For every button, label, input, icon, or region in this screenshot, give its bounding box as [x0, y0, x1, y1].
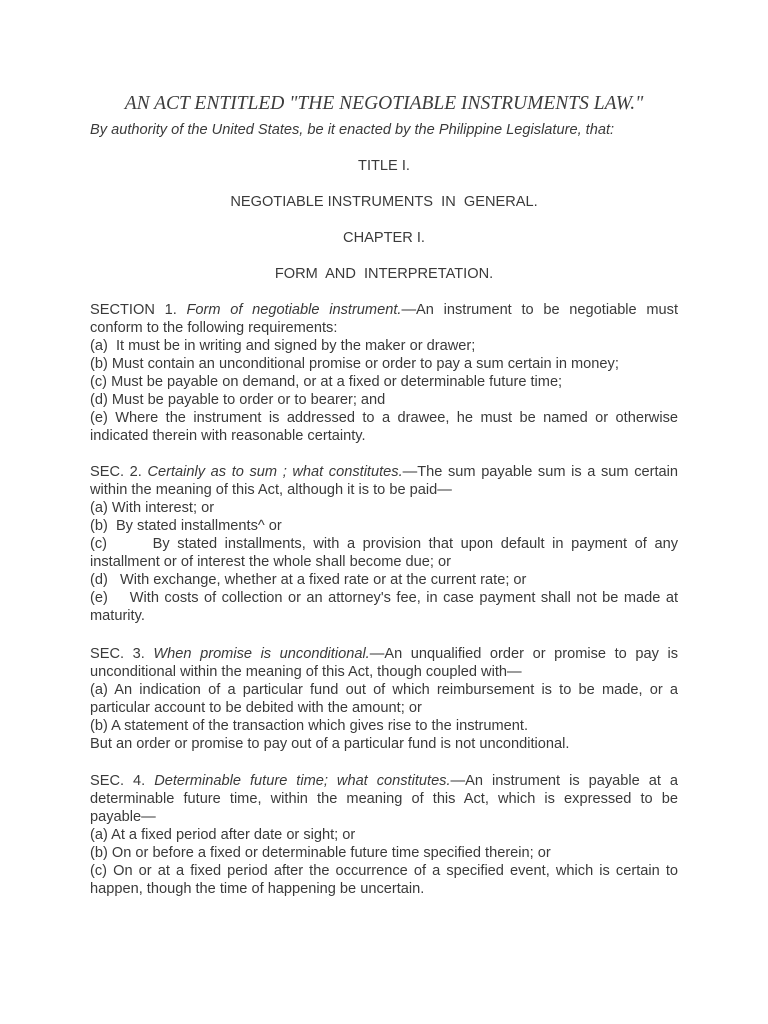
section-1-heading: Form of negotiable instrument.: [186, 302, 402, 318]
enacting-clause: By authority of the United States, be it enacted by the Philippine Legislature, that:: [90, 122, 615, 138]
section-1-item-b: (b) Must contain an unconditional promise or order to pay a sum certain in money;: [90, 356, 619, 372]
section-2-label: SEC. 2.: [90, 464, 142, 480]
section-2-item-e-line2: maturity.: [90, 608, 145, 624]
section-3-closing: But an order or promise to pay out of a particular fund is not unconditional.: [90, 736, 570, 752]
section-4-label: SEC. 4.: [90, 773, 146, 789]
section-2-item-c-line2: installment or of interest the whole shall become due; or: [90, 554, 451, 570]
section-2-lead-rest: within the meaning of this Act, although it is to be paid—: [90, 482, 452, 498]
section-1-lead-rest: conform to the following requirements:: [90, 320, 338, 336]
title-name: NEGOTIABLE INSTRUMENTS IN GENERAL.: [230, 194, 538, 210]
section-4-heading: Determinable future time; what constitutes.: [154, 773, 451, 789]
section-2-heading: Certainly as to sum ; what constitutes.: [147, 464, 403, 480]
section-3-first-line: [90, 645, 678, 663]
section-3-lead-rest: unconditional within the meaning of this Act, though coupled with—: [90, 664, 522, 680]
section-4-lead-line2: determinable future time, within the meaning of this Act, which is expressed to be: [90, 791, 678, 807]
section-4-lead-line3: payable—: [90, 809, 156, 825]
chapter-number: CHAPTER I.: [343, 230, 425, 246]
section-4-first-line: [90, 772, 678, 790]
section-1-item-d: (d) Must be payable to order or to bearer; and: [90, 392, 386, 408]
section-4-item-c-line1: (c) On or at a fixed period after the occurrence of a specified event, which is certain to: [90, 863, 678, 879]
section-1-item-c: (c) Must be payable on demand, or at a fixed or determinable future time;: [90, 374, 563, 390]
section-1-first-line: [90, 301, 678, 319]
section-4-item-b: (b) On or before a fixed or determinable future time specified therein; or: [90, 845, 551, 861]
section-3-heading: When promise is unconditional.: [153, 646, 370, 662]
section-1-item-e-line1: (e) Where the instrument is addressed to a drawee, he must be named or otherwise: [90, 410, 678, 426]
section-3: [90, 645, 678, 753]
section-3-item-b: (b) A statement of the transaction which gives rise to the instrument.: [90, 718, 529, 734]
section-2-item-a: (a) With interest; or: [90, 500, 215, 516]
section-3-item-a-line1: (a) An indication of a particular fund out of which reimbursement is to be made, or a: [90, 682, 678, 698]
section-2-lead: —The sum payable sum is a sum certain: [402, 464, 678, 480]
section-2-item-d: (d) With exchange, whether at a fixed rate or at the current rate; or: [90, 572, 527, 588]
section-3-label: SEC. 3.: [90, 646, 145, 662]
section-1-item-e-line2: indicated therein with reasonable certainty.: [90, 428, 366, 444]
section-2-first-line: [90, 463, 678, 481]
section-2-item-e-line1: (e) With costs of collection or an attorney's fee, in case payment shall not be made at: [90, 590, 678, 606]
section-1-item-a: (a) It must be in writing and signed by the maker or drawer;: [90, 338, 476, 354]
section-2-item-c-line1: (c) By stated installments, with a provision that upon default in payment of any: [90, 536, 678, 552]
section-4-item-c-line2: happen, though the time of happening be uncertain.: [90, 881, 425, 897]
chapter-name: FORM AND INTERPRETATION.: [274, 266, 494, 282]
section-2: [90, 463, 678, 625]
document-title: AN ACT ENTITLED "THE NEGOTIABLE INSTRUMENTS LAW.": [124, 93, 644, 114]
section-4-lead: —An instrument is payable at a: [450, 773, 678, 789]
section-3-item-a-line2: particular account to be debited with the amount; or: [90, 700, 422, 716]
title-number: TITLE I.: [358, 158, 410, 174]
section-4-item-a: (a) At a fixed period after date or sight; or: [90, 827, 356, 843]
section-1-label: SECTION 1.: [90, 302, 177, 318]
section-1: [90, 301, 678, 445]
section-3-lead: —An unqualified order or promise to pay is: [369, 646, 678, 662]
section-2-item-b: (b) By stated installments^ or: [90, 518, 282, 534]
section-4: [90, 772, 678, 898]
section-1-lead: —An instrument to be negotiable must: [401, 302, 679, 318]
